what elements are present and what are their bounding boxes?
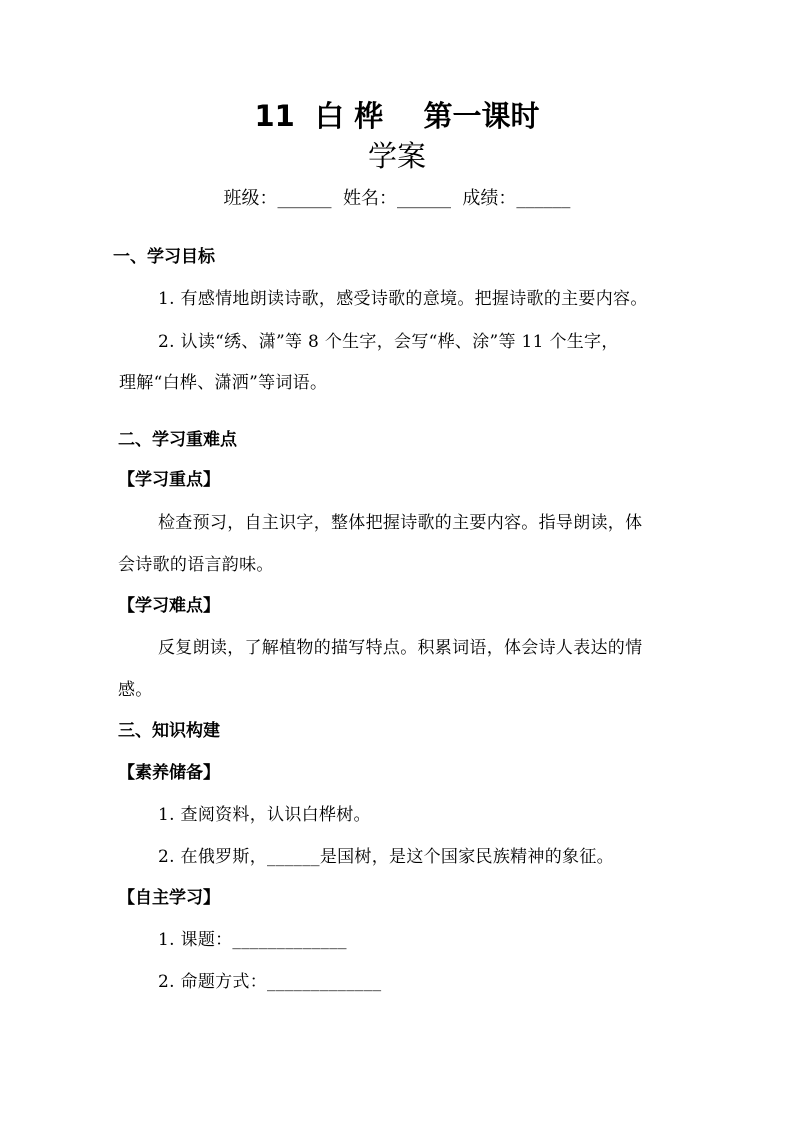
preparation-label: 【素养储备】 bbox=[118, 763, 220, 783]
difficult-points-text-continued: 感。 bbox=[118, 680, 153, 700]
self-study-item-2: 2. 命题方式：_____________ bbox=[158, 972, 382, 992]
key-points-text: 检查预习，自主识字，整体把握诗歌的主要内容。指导朗读，体 bbox=[158, 513, 643, 533]
section-heading-key-difficult: 二、学习重难点 bbox=[118, 430, 237, 450]
lesson-title: 11 白 桦 第一课时 bbox=[254, 99, 540, 133]
preparation-item-1: 1. 查阅资料，认识白桦树。 bbox=[158, 805, 371, 825]
goal-item-1: 1. 有感情地朗读诗歌，感受诗歌的意境。把握诗歌的主要内容。 bbox=[158, 289, 648, 309]
self-study-label: 【自主学习】 bbox=[118, 888, 220, 908]
section-heading-goals: 一、学习目标 bbox=[113, 247, 215, 267]
goal-item-2-continued: 理解“白桦、潇洒”等词语。 bbox=[119, 373, 328, 393]
self-study-item-1: 1. 课题：_____________ bbox=[158, 930, 347, 950]
goal-item-2: 2. 认读“绣、潇”等 8 个生字，会写“桦、涂”等 11 个生字， bbox=[158, 332, 619, 352]
student-info-line: 班级：______ 姓名：______ 成绩：______ bbox=[223, 188, 571, 209]
difficult-points-text: 反复朗读，了解植物的描写特点。积累词语，体会诗人表达的情 bbox=[158, 638, 643, 658]
key-points-label: 【学习重点】 bbox=[118, 470, 220, 490]
section-heading-knowledge: 三、知识构建 bbox=[118, 721, 220, 741]
preparation-item-2: 2. 在俄罗斯，______是国树，是这个国家民族精神的象征。 bbox=[158, 847, 614, 867]
key-points-text-continued: 会诗歌的语言韵味。 bbox=[118, 555, 274, 575]
document-subtitle: 学案 bbox=[367, 139, 426, 173]
difficult-points-label: 【学习难点】 bbox=[118, 596, 220, 616]
